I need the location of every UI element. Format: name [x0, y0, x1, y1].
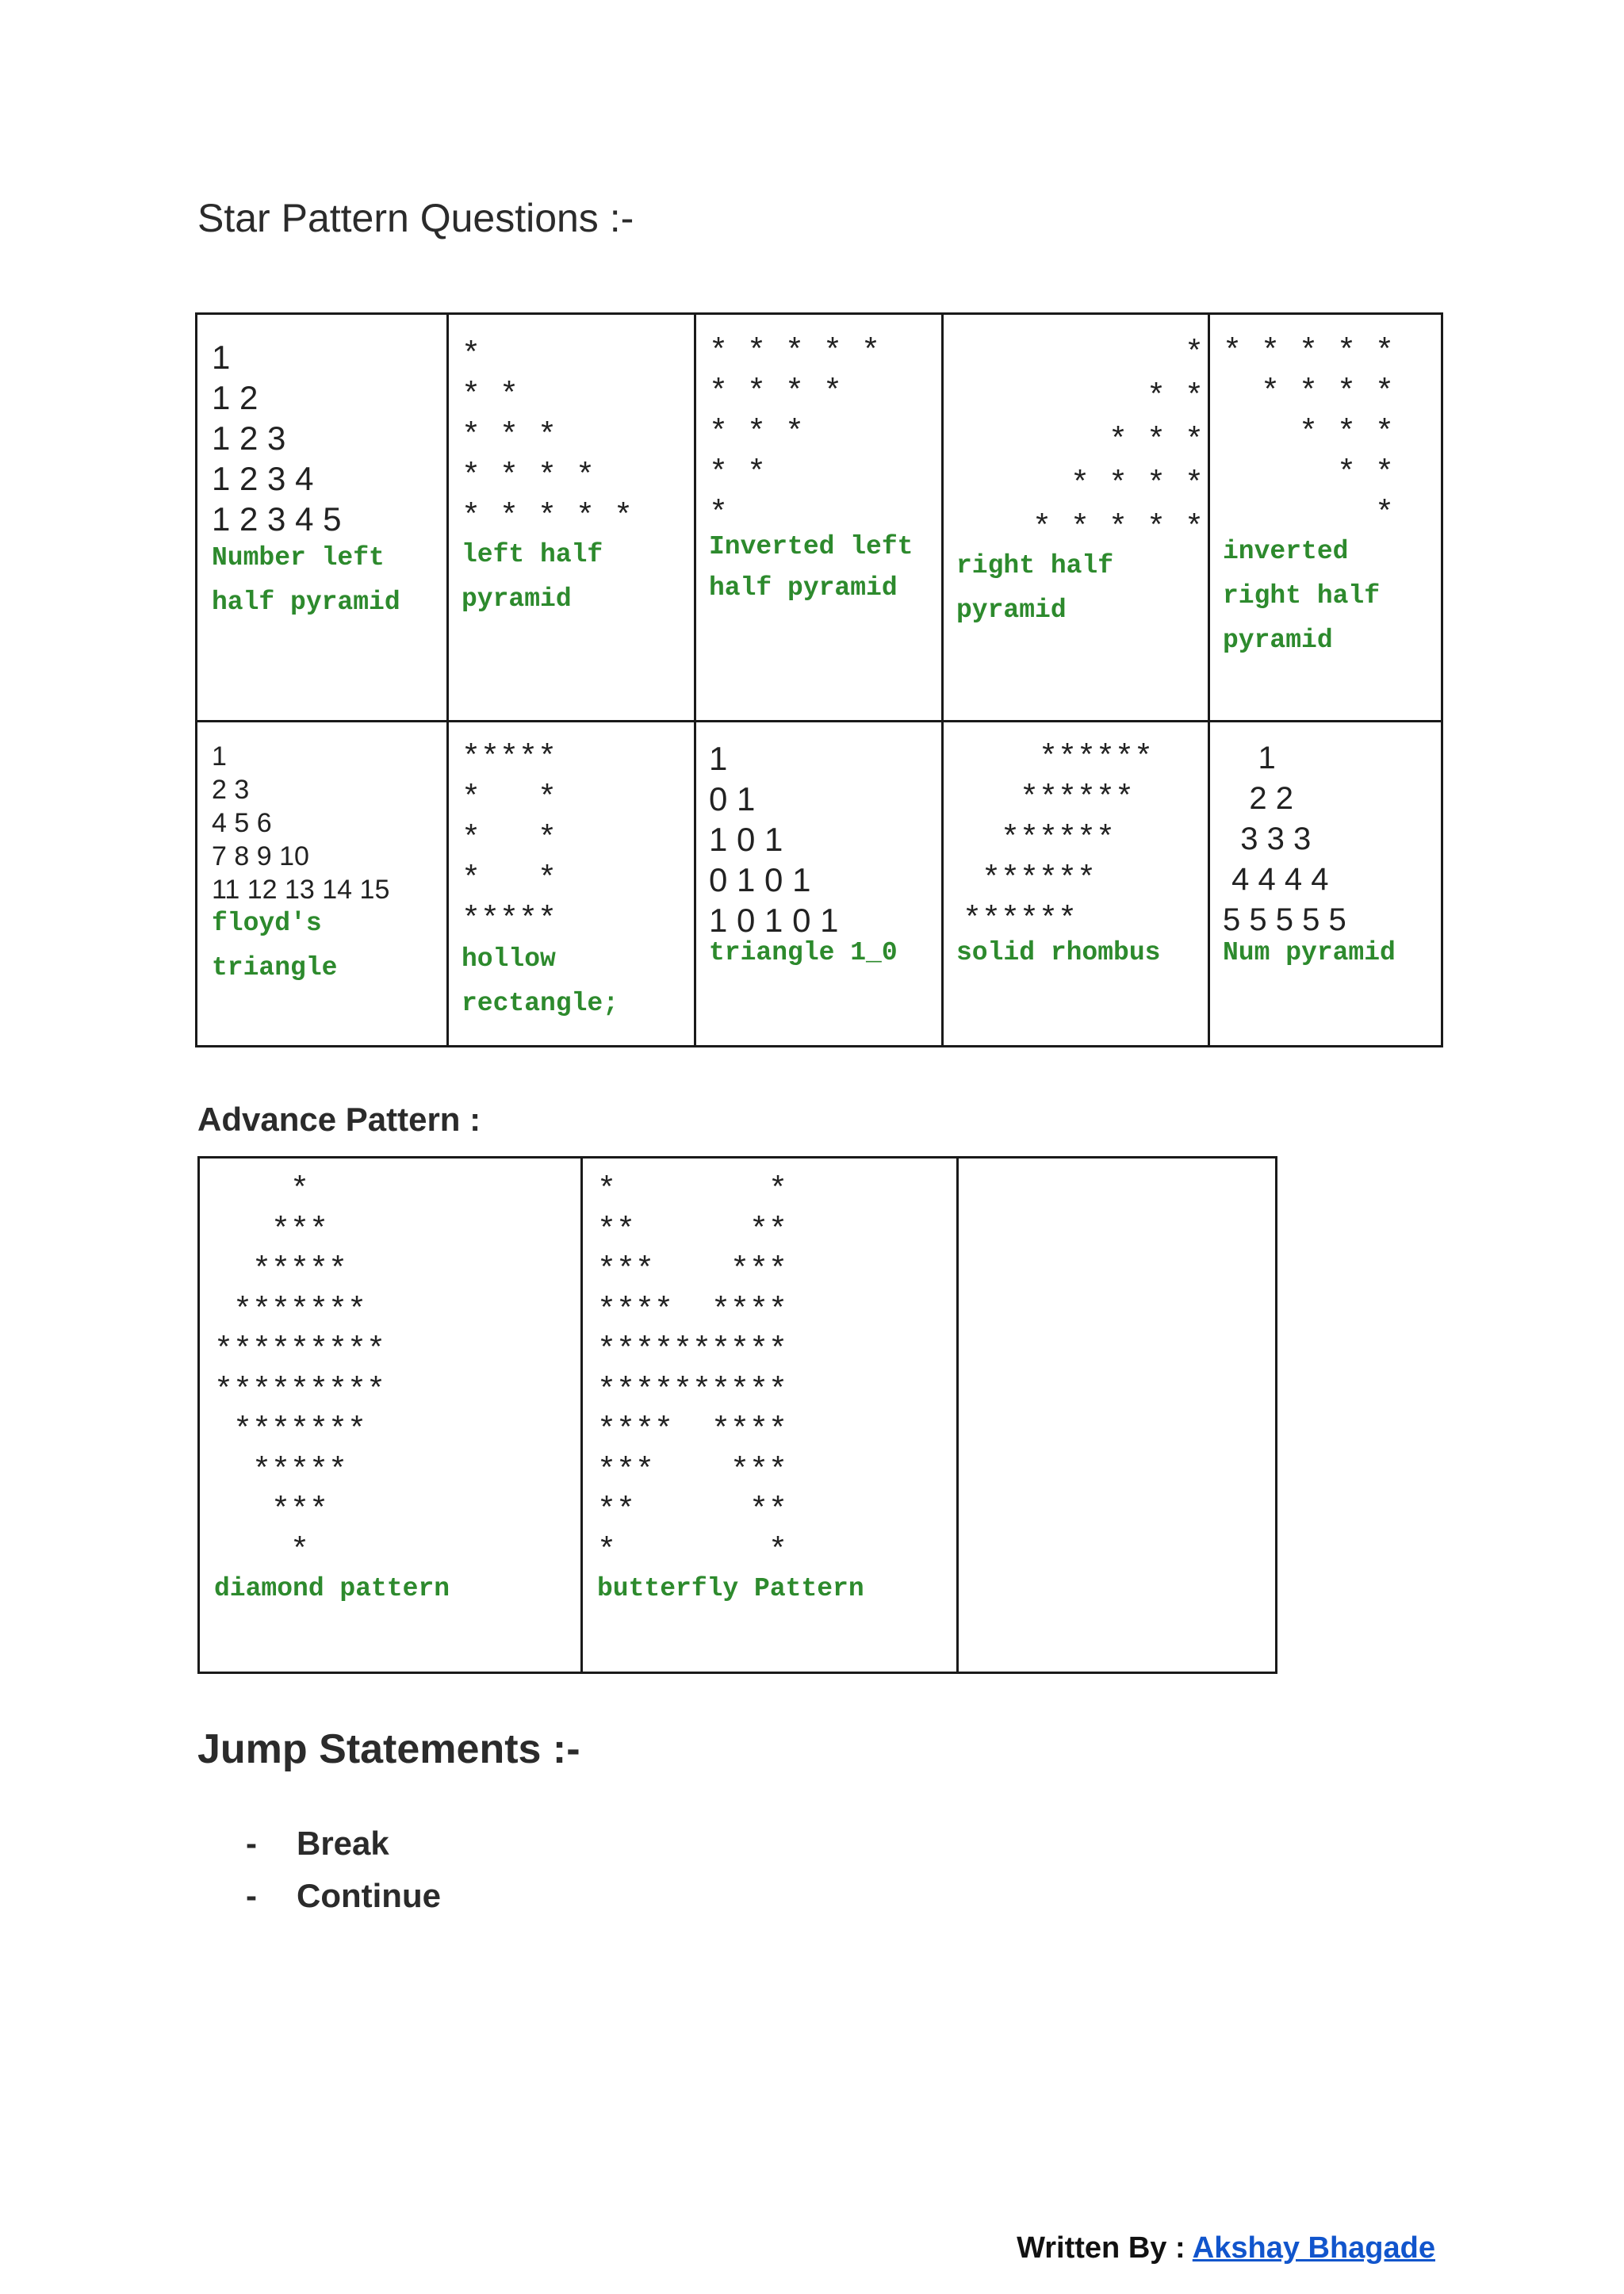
cell-right-half-pyramid: [943, 314, 1209, 722]
footer-credit: [1017, 2231, 1435, 2265]
pattern-text: 1 0 1 1 0 1 0 1 0 1 1 0 1 0 1: [709, 740, 839, 939]
list-item: [246, 1817, 441, 1870]
list-dash: -: [246, 1825, 257, 1862]
pattern-text: ***** * * * * * * *****: [462, 741, 557, 938]
pattern-text: * * * * * * * * * * * * * * *: [709, 335, 881, 532]
pattern-text: * * * * * * * * * * * * * * *: [1032, 336, 1205, 546]
pattern-label: triangle 1_0: [709, 938, 898, 967]
jump-statements-list: [246, 1817, 441, 1922]
pattern-text: 1 2 2 3 3 3 4 4 4 4 5 5 5 5 5: [1223, 741, 1346, 937]
advance-pattern-heading: Advance Pattern :: [197, 1101, 481, 1138]
cell-butterfly-pattern: [582, 1158, 958, 1673]
footer-prefix: Written By :: [1017, 2231, 1193, 2265]
pattern-text: * * * * * * * * * * * * * * *: [1223, 335, 1395, 532]
star-pattern-table: [195, 312, 1443, 1047]
pattern-text: 1 2 3 4 5 6 7 8 9 10 11 12 13 14 15: [212, 741, 390, 905]
pattern-label: Number left half pyramid: [212, 543, 400, 617]
pattern-label: left half pyramid: [462, 540, 619, 614]
list-item-text: Continue: [297, 1877, 441, 1914]
cell-solid-rhombus: [943, 722, 1209, 1047]
pattern-text: * *** ***** ******* ********* ********* ******* ***** *** *: [214, 1173, 386, 1569]
cell-hollow-rectangle: [448, 722, 695, 1047]
list-item: [246, 1870, 441, 1922]
page-title: Star Pattern Questions :-: [197, 196, 634, 240]
cell-inverted-left-half-pyramid: [695, 314, 943, 722]
pattern-text: * * * * * * * * * * * * * * *: [462, 338, 634, 535]
cell-empty: [958, 1158, 1277, 1673]
cell-triangle-1-0: [695, 722, 943, 1047]
cell-diamond-pattern: [199, 1158, 582, 1673]
pattern-text: * * ** ** *** *** **** **** ********** ********** **** **** *** *** ** ** * *: [597, 1173, 788, 1569]
cell-inverted-right-half-pyramid: [1209, 314, 1442, 722]
pattern-label: diamond pattern: [214, 1574, 450, 1603]
cell-num-pyramid: [1209, 722, 1442, 1047]
pattern-label: inverted right half pyramid: [1223, 537, 1396, 655]
pattern-text: 1 1 2 1 2 3 1 2 3 4 1 2 3 4 5: [212, 339, 342, 538]
advance-pattern-table: [197, 1156, 1277, 1674]
list-dash: -: [246, 1877, 257, 1914]
pattern-label: butterfly Pattern: [597, 1574, 864, 1603]
pattern-label: Inverted left half pyramid: [709, 532, 929, 603]
pattern-label: floyd's triangle: [212, 909, 338, 982]
list-item-text: Break: [297, 1825, 389, 1862]
jump-statements-heading: Jump Statements :-: [197, 1726, 580, 1772]
pattern-text: ****** ****** ****** ****** ******: [963, 741, 1154, 938]
pattern-label: solid rhombus: [956, 938, 1161, 967]
cell-number-left-half-pyramid: [197, 314, 448, 722]
pattern-label: right half pyramid: [956, 551, 1129, 625]
pattern-label: Num pyramid: [1223, 938, 1396, 967]
author-link[interactable]: Akshay Bhagade: [1192, 2231, 1435, 2265]
cell-left-half-pyramid: [448, 314, 695, 722]
pattern-label: hollow rectangle;: [462, 944, 619, 1018]
cell-floyds-triangle: [197, 722, 448, 1047]
